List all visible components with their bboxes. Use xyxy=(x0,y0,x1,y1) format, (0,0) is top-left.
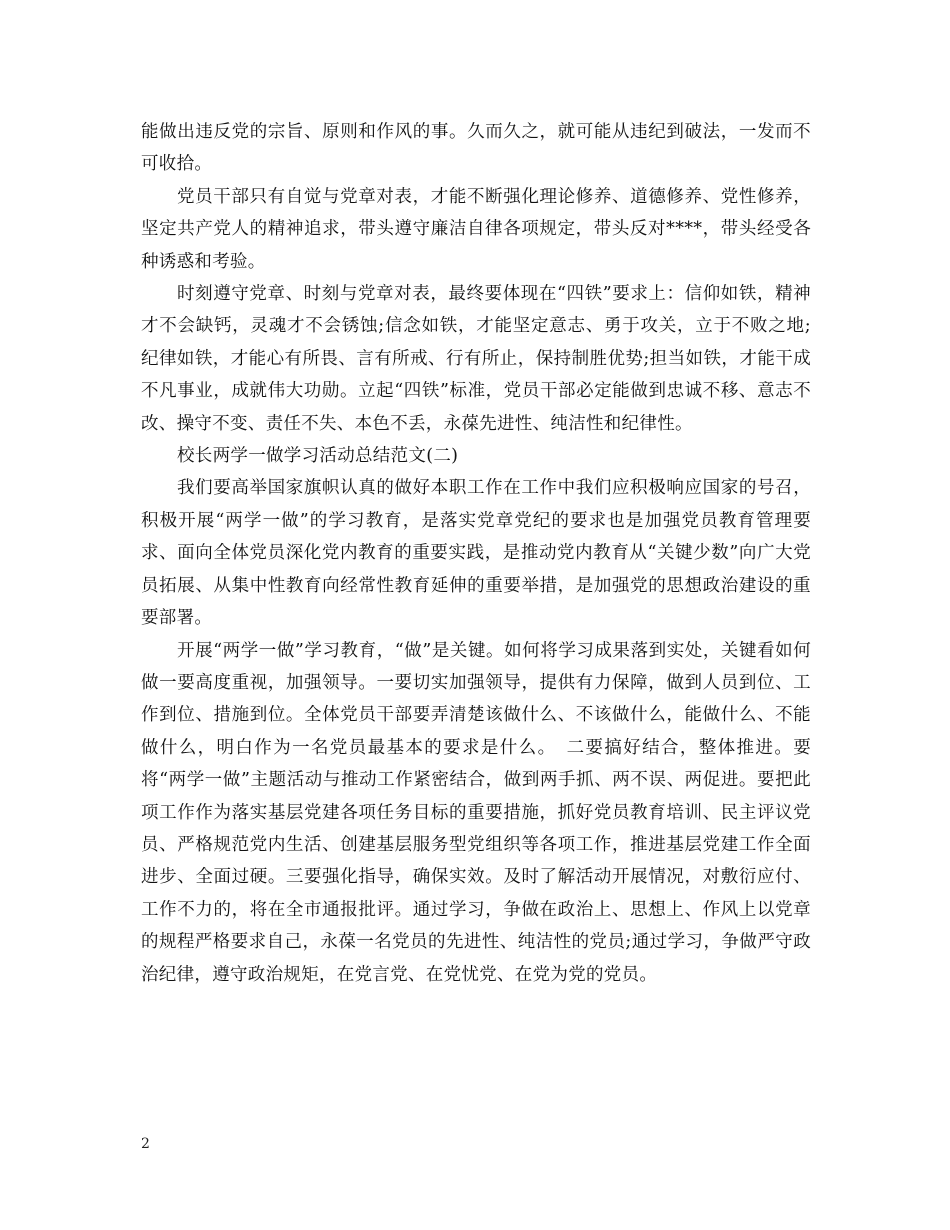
document-body xyxy=(141,116,811,991)
paragraph-5: 我们要高举国家旗帜认真的做好本职工作在工作中我们应积极响应国家的号召，积极开展“两学一做”的学习教育，是落实党章党纪的要求也是加强党员教育管理要求、面向全体党员深化党内教育的重要实践，是推动党内教育从“关键少数”向广大党员拓展、从集中性教育向经常性教育延伸的重要举措，是加强党的思想政治建设的重要部署。 xyxy=(141,478,811,629)
section-heading: 校长两学一做学习活动总结范文(二) xyxy=(177,446,459,467)
paragraph-1: 能做出违反党的宗旨、原则和作风的事。久而久之，就可能从违纪到破法，一发而不可收拾。 xyxy=(141,122,811,175)
paragraph-6: 开展“两学一做”学习教育，“做”是关键。如何将学习成果落到实处，关键看如何做一要高度重视，加强领导。一要切实加强领导，提供有力保障，做到人员到位、工作到位、措施到位。全体党员干部要弄清楚该做什么、不该做什么，能做什么、不能做什么，明白作为一名党员最基本的要求是什么。 二要搞好结合，整体推进。要将“两学一做”主题活动与推动工作紧密结合，做到两手抓、两不误、两促进。要把此项工作作为落实基层党建各项任务目标的重要措施，抓好党员教育培训、民主评议党员、严格规范党内生活、创建基层服务型党组织等各项工作，推进基层党建工作全面进步、全面过硬。三要强化指导，确保实效。及时了解活动开展情况，对敷衍应付、工作不力的，将在全市通报批评。通过学习，争做在政治上、思想上、作风上以党章的规程严格要求自己，永葆一名党员的先进性、纯洁性的党员;通过学习，争做严守政治纪律，遵守政治规矩，在党言党、在党忧党、在党为党的党员。 xyxy=(141,640,811,985)
paragraph-3: 时刻遵守党章、时刻与党章对表，最终要体现在“四铁”要求上：信仰如铁，精神才不会缺钙，灵魂才不会锈蚀;信念如铁，才能坚定意志、勇于攻关，立于不败之地;纪律如铁，才能心有所畏、言有所戒、行有所止，保持制胜优势;担当如铁，才能干成不凡事业，成就伟大功勋。立起“四铁”标准，党员干部必定能做到忠诚不移、意志不改、操守不变、责任不失、本色不丢，永葆先进性、纯洁性和纪律性。 xyxy=(141,284,811,434)
paragraph-2: 党员干部只有自觉与党章对表，才能不断强化理论修养、道德修养、党性修养，坚定共产党人的精神追求，带头遵守廉洁自律各项规定，带头反对****，带头经受各种诱惑和考验。 xyxy=(141,186,811,272)
page-number: 2 xyxy=(141,1136,150,1152)
